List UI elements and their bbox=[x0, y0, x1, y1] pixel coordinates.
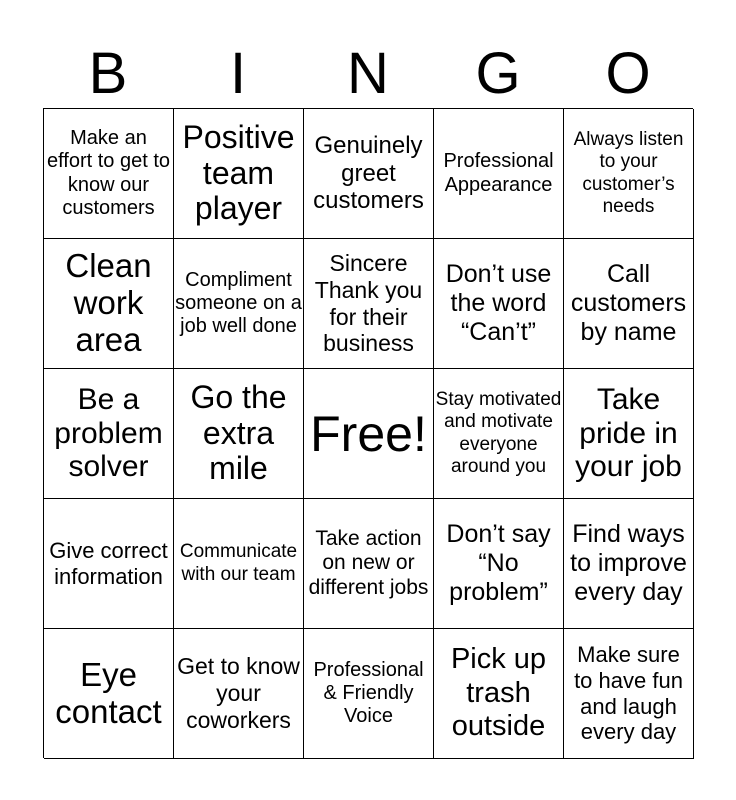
cell-text: Genuinely greet customers bbox=[313, 131, 424, 215]
cell-text: Clean work area bbox=[65, 247, 152, 358]
bingo-cell-o1[interactable] bbox=[564, 109, 694, 239]
cell-text: Find ways to improve every day bbox=[570, 520, 687, 606]
cell-text: Make an effort to get to know our customers bbox=[46, 127, 171, 219]
cell-text: Go the extra mile bbox=[190, 378, 287, 487]
bingo-cell-i3[interactable] bbox=[174, 369, 304, 499]
bingo-cell-n5[interactable] bbox=[304, 629, 434, 759]
cell-text: Take action on new or different jobs bbox=[308, 526, 429, 599]
cell-text: Professional & Friendly Voice bbox=[313, 658, 424, 728]
bingo-cell-g1[interactable] bbox=[434, 109, 564, 239]
bingo-cell-b5[interactable] bbox=[44, 629, 174, 759]
bingo-cell-o4[interactable] bbox=[564, 499, 694, 629]
cell-text: Positive team player bbox=[182, 118, 295, 227]
header-letter-i: I bbox=[229, 41, 247, 106]
bingo-cell-g2[interactable] bbox=[434, 239, 564, 369]
bingo-cell-b1[interactable] bbox=[44, 109, 174, 239]
bingo-cell-n1[interactable] bbox=[304, 109, 434, 239]
bingo-cell-i2[interactable] bbox=[174, 239, 304, 369]
bingo-cell-b3[interactable] bbox=[44, 369, 174, 499]
cell-text: Communicate with our team bbox=[179, 541, 298, 585]
cell-text: Be a problem solver bbox=[54, 382, 163, 484]
bingo-cell-i1[interactable] bbox=[174, 109, 304, 239]
bingo-cell-n2[interactable] bbox=[304, 239, 434, 369]
cell-text: Professional Appearance bbox=[443, 150, 554, 196]
cell-text: Stay motivated and motivate everyone around you bbox=[435, 389, 562, 477]
bingo-cell-b4[interactable] bbox=[44, 499, 174, 629]
bingo-cell-i4[interactable] bbox=[174, 499, 304, 629]
header-letter-o: O bbox=[605, 41, 651, 106]
bingo-board bbox=[43, 108, 693, 758]
cell-text: Don’t use the word “Can’t” bbox=[445, 260, 552, 346]
cell-text: Eye contact bbox=[55, 655, 162, 730]
header-letter-b: B bbox=[88, 41, 128, 106]
bingo-cell-b2[interactable] bbox=[44, 239, 174, 369]
bingo-cell-n4[interactable] bbox=[304, 499, 434, 629]
cell-text: Compliment someone on a job well done bbox=[175, 268, 302, 338]
cell-text: Sincere Thank you for their business bbox=[314, 250, 423, 357]
bingo-header bbox=[43, 40, 693, 108]
header-letter-g: G bbox=[475, 41, 521, 106]
bingo-cell-g5[interactable] bbox=[434, 629, 564, 759]
free-space-text: Free! bbox=[310, 405, 427, 462]
cell-text: Call customers by name bbox=[570, 260, 687, 346]
bingo-cell-o3[interactable] bbox=[564, 369, 694, 499]
cell-text: Make sure to have fun and laugh every day bbox=[574, 642, 683, 745]
header-letter-n: N bbox=[347, 41, 389, 106]
bingo-cell-g3[interactable] bbox=[434, 369, 564, 499]
cell-text: Don’t say “No problem” bbox=[446, 520, 551, 606]
cell-text: Pick up trash outside bbox=[450, 643, 547, 743]
cell-text: Give correct information bbox=[49, 537, 168, 589]
cell-text: Take pride in your job bbox=[575, 382, 682, 484]
cell-text: Always listen to your customer’s needs bbox=[573, 129, 684, 217]
bingo-cell-g4[interactable] bbox=[434, 499, 564, 629]
cell-text: Get to know your coworkers bbox=[177, 653, 300, 733]
bingo-cell-i5[interactable] bbox=[174, 629, 304, 759]
bingo-cell-free[interactable] bbox=[304, 369, 434, 499]
bingo-cell-o2[interactable] bbox=[564, 239, 694, 369]
bingo-cell-o5[interactable] bbox=[564, 629, 694, 759]
